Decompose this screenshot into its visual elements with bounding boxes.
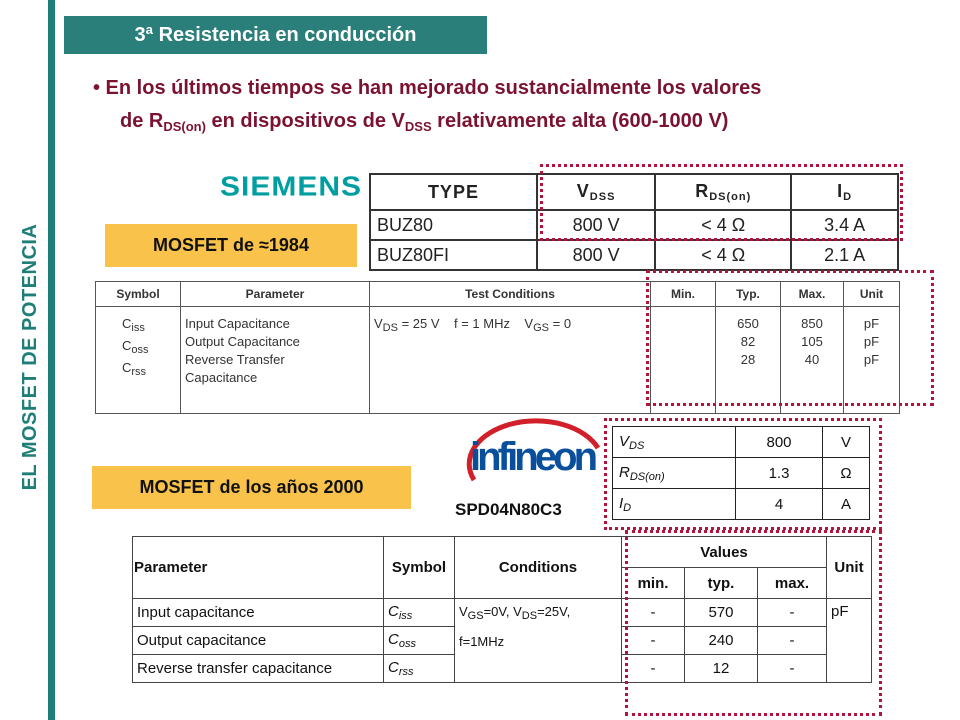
header-rdson: RDS(on) <box>655 174 791 210</box>
siemens-logo: SIEMENS <box>220 171 363 202</box>
table-row: $I_D$ 4 A <box>613 489 870 520</box>
table-row: Input capacitance $C_{iss}$ $V_{GS}=0V$, $V_{DS}=25V$, f=1MHz - 570 - pF <box>133 599 872 627</box>
infineon-wordmark: infineon <box>470 435 598 479</box>
table-row: BUZ80 800 V < 4 Ω 3.4 A <box>370 210 898 240</box>
table-row: $R_{DS(on)}$ 1.3 Ω <box>613 458 870 489</box>
bullet-text-line2: de $R_{DS(on)}$ en dispositivos de $V_{DSS}$ relativamente alta (600-1000 V) <box>120 110 729 134</box>
bullet-text-line1: • En los últimos tiempos se han mejorado sustancialmente los valores <box>93 77 762 99</box>
capacitance-table-2000: Parameter Symbol Conditions Values Unit min. typ. max. Input capacitance $C_{iss}$ $V_{GS}=0V$, $V_{DS}=25V$, f=1MHz - 570 - pF Output capacitance $C_{oss}$ - 240 - Reverse transfer capacitance $C_{rss}$ - 12 - <box>132 536 872 683</box>
header-type: TYPE <box>370 174 537 210</box>
header-id: ID <box>791 174 898 210</box>
highlight-box-table2 <box>625 530 882 716</box>
header-vdss: VDSS <box>537 174 655 210</box>
table-row: $C_{iss}$ $C_{oss}$ $C_{rss}$ Input Capacitance Output Capacitance Reverse Transfer Capacitance $V_{DS} = 25$ V f = 1 MHz $V_{GS} = 0$ 650 82 28 850 105 40 pF pF pF <box>96 307 900 414</box>
highlight-box-infineon <box>604 418 882 530</box>
badge-mosfet-2000: MOSFET de los años 2000 <box>92 466 411 509</box>
infineon-logo <box>452 418 608 493</box>
badge-mosfet-1984: MOSFET de ≈1984 <box>105 224 357 267</box>
table-row: BUZ80FI 800 V < 4 Ω 2.1 A <box>370 240 898 270</box>
table-row: Reverse transfer capacitance $C_{rss}$ - 12 - <box>133 655 872 683</box>
highlight-box-siemens <box>540 164 903 241</box>
sidebar-vertical-title: EL MOSFET DE POTENCIA <box>19 223 41 491</box>
table-row: $V_{DS}$ 800 V <box>613 427 870 458</box>
capacitance-table-1984: Symbol Parameter Test Conditions Min. Typ. Max. Unit $C_{iss}$ $C_{oss}$ $C_{rss}$ Input Capacitance Output Capacitance Reverse Transfer Capacitance $V_{DS} = 25$ V f = 1 MHz $V_{GS} = 0$ 650 82 28 850 105 40 pF pF pF <box>95 281 900 414</box>
table-row: Output capacitance $C_{oss}$ - 240 - <box>133 627 872 655</box>
highlight-box-table1 <box>646 270 934 406</box>
part-number-label: SPD04N80C3 <box>455 500 562 519</box>
page-title: 3ª Resistencia en conducción <box>64 16 487 54</box>
